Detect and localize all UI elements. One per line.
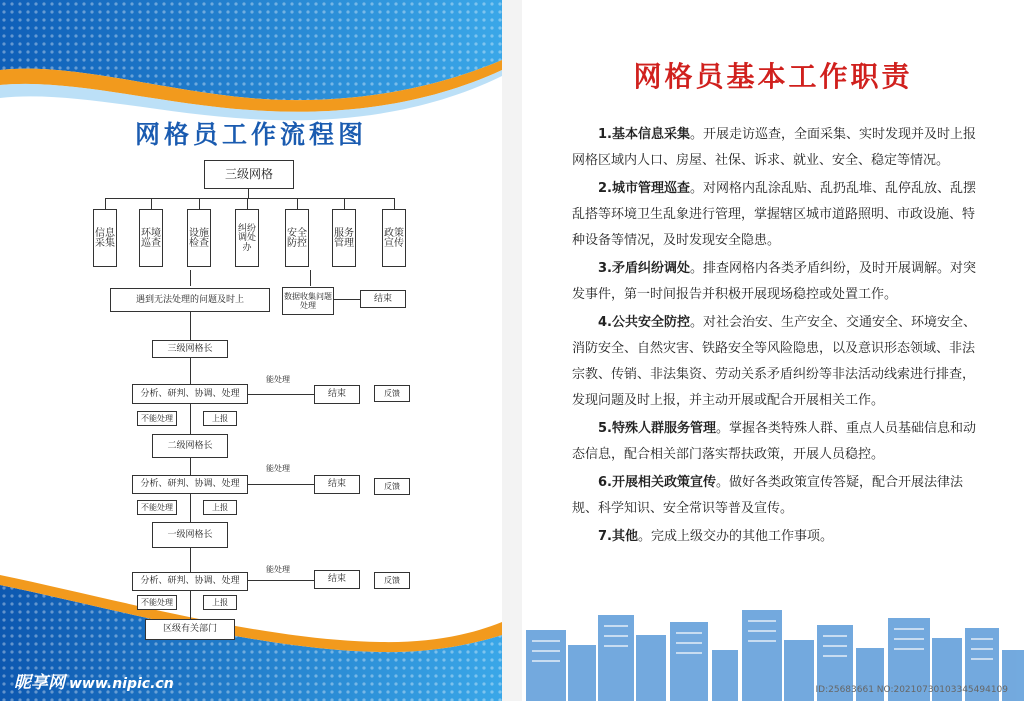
category-service: 服务管理 [332,209,356,267]
report-up-2: 上报 [203,500,237,515]
analyze-box-1: 分析、研判、协调、处理 [132,384,248,404]
flowchart-background [0,0,502,701]
feedback-1: 反馈 [374,385,410,402]
report-up-3: 上报 [203,595,237,610]
end-box-1: 结束 [314,385,360,404]
end-box-3: 结束 [314,570,360,589]
duty-item: 7.其他。完成上级交办的其他工作事项。 [598,529,833,544]
duty-item: 4.公共安全防控。对社会治安、生产安全、交通安全、环境安全、消防安全、自然灾害、铁路安全等风险隐患，以及意识形态领域、非法宗教、传销、非法集资、劳动关系矛盾纠纷等非法活动线索进行排查，发现问题及时上报，并主动开展或配合开展相关工作。 [572,315,976,408]
category-env-patrol: 环境巡查 [139,209,163,267]
category-info-collect: 信息采集 [93,209,117,267]
duties-title: 网格员基本工作职责 [633,60,913,93]
category-dispute: 纠纷调处办 [235,209,259,267]
category-facility-check: 设施检查 [187,209,211,267]
watermark-url: www.nipic.cn [69,676,174,692]
duties-panel [522,0,1024,701]
data-collect: 数据收集问题处理 [282,287,334,315]
watermark [14,668,174,693]
analyze-box-2: 分析、研判、协调、处理 [132,475,248,494]
can-handle-1: 能处理 [266,375,290,384]
end-box-top: 结束 [360,290,406,308]
flowchart-title: 网格员工作流程图 [134,120,367,149]
can-handle-3: 能处理 [266,565,290,574]
analyze-box-3: 分析、研判、协调、处理 [132,572,248,591]
duty-item: 1.基本信息采集。开展走访巡查，全面采集、实时发现并及时上报网格区域内人口、房屋、社保、诉求、就业、安全、稳定等情况。 [572,127,976,168]
category-policy: 政策宣传 [382,209,406,267]
report-up-1: 上报 [203,411,237,426]
duty-item: 5.特殊人群服务管理。掌握各类特殊人群、重点人员基础信息和动态信息，配合相关部门落实帮扶政策，开展人员稳控。 [572,421,976,462]
cannot-handle-3: 不能处理 [137,595,177,610]
flowchart-panel [0,0,502,701]
level-1-leader: 一级网格长 [152,522,228,548]
district-departments: 区级有关部门 [145,619,235,640]
escalate-note: 遇到无法处理的问题及时上 [110,288,270,312]
feedback-2: 反馈 [374,478,410,495]
cannot-handle-1: 不能处理 [137,411,177,426]
cannot-handle-2: 不能处理 [137,500,177,515]
duty-item: 6.开展相关政策宣传。做好各类政策宣传答疑，配合开展法律法规、科学知识、安全常识等普及宣传。 [572,475,963,516]
end-box-2: 结束 [314,475,360,494]
image-id: ID:25683661 NO:20210730103345494109 [815,685,1008,695]
level-2-leader: 二级网格长 [152,434,228,458]
can-handle-2: 能处理 [266,464,290,473]
watermark-brand: 昵享网 [14,673,65,693]
feedback-3: 反馈 [374,572,410,589]
top-node: 三级网格 [204,160,294,189]
duty-item: 3.矛盾纠纷调处。排查网格内各类矛盾纠纷，及时开展调解。对突发事件，第一时间报告并积极开展现场稳控或处置工作。 [572,261,976,302]
category-safety: 安全防控 [285,209,309,267]
duty-item: 2.城市管理巡查。对网格内乱涂乱贴、乱扔乱堆、乱停乱放、乱摆乱搭等环境卫生乱象进行管理，掌握辖区城市道路照明、市政设施、特种设备等情况，及时发现安全隐患。 [572,181,976,248]
duties-list [572,122,982,552]
level-3-leader: 三级网格长 [152,340,228,358]
